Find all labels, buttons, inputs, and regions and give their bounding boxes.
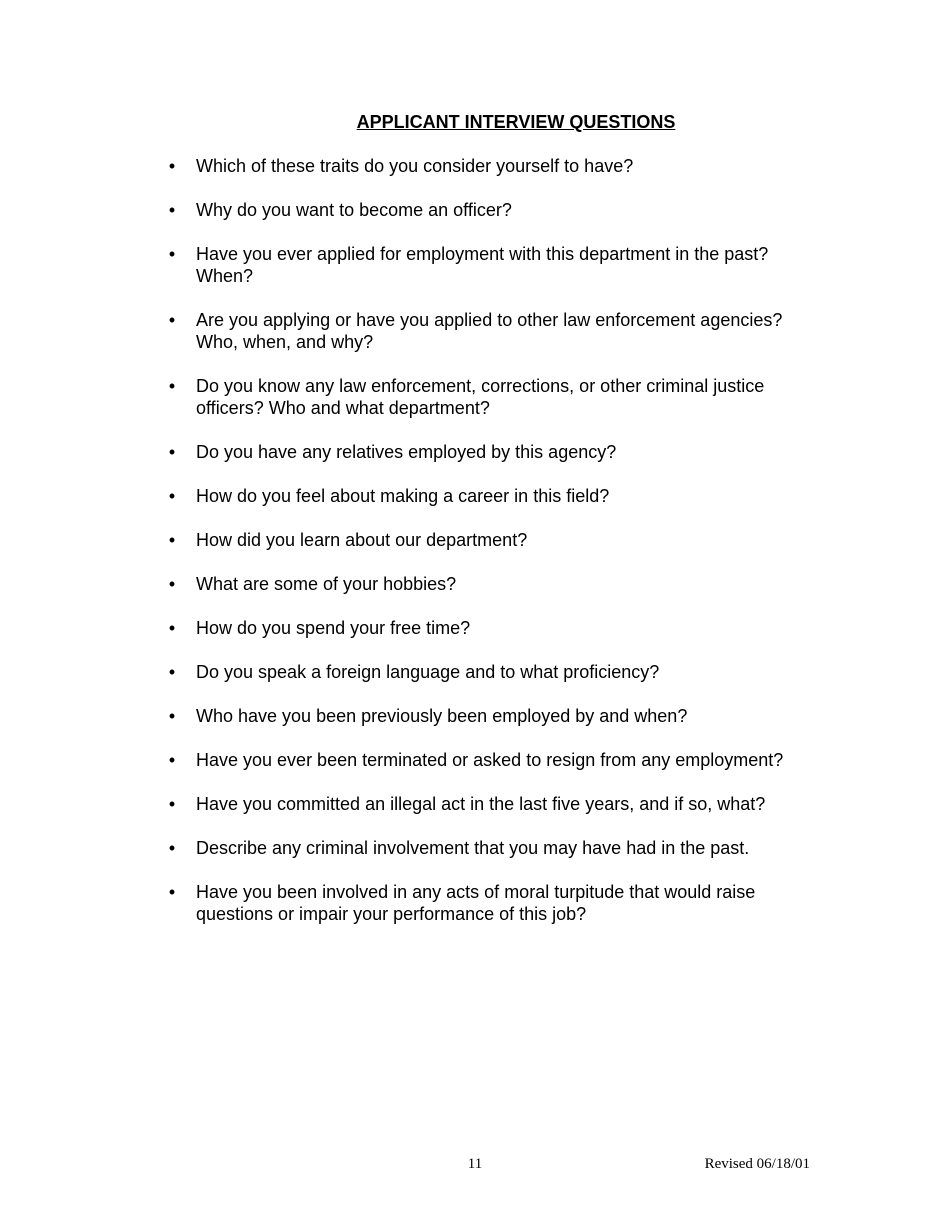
bullet-icon: • [168,200,176,220]
list-item [165,485,825,507]
bullet-icon: • [168,376,176,396]
bullet-icon: • [168,574,176,594]
list-item [165,617,825,639]
list-item [165,749,825,771]
bullet-icon: • [168,442,176,462]
page-title: APPLICANT INTERVIEW QUESTIONS [356,112,676,132]
question-text: Describe any criminal involvement that you may have had in the past. [196,838,750,858]
bullet-icon: • [168,530,176,550]
question-text: Are you applying or have you applied to other law enforcement agencies? Who, when, and why? [196,310,783,352]
list-item [165,529,825,551]
question-text: How do you feel about making a career in this field? [196,486,610,506]
bullet-icon: • [168,662,176,682]
list-item [165,793,825,815]
bullet-icon: • [168,794,176,814]
question-text: How do you spend your free time? [196,618,471,638]
bullet-icon: • [168,706,176,726]
question-text: Have you ever applied for employment with this department in the past? When? [196,244,769,286]
bullet-icon: • [168,244,176,264]
question-text: Who have you been previously been employed by and when? [196,706,688,726]
list-item [165,309,825,353]
list-item [165,155,825,177]
bullet-icon: • [168,750,176,770]
list-item [165,837,825,859]
question-list [165,155,825,947]
question-text: What are some of your hobbies? [196,574,457,594]
question-text: How did you learn about our department? [196,530,528,550]
list-item [165,881,825,925]
list-item [165,705,825,727]
revision-date: Revised 06/18/01 [704,1156,810,1172]
bullet-icon: • [168,838,176,858]
question-text: Do you speak a foreign language and to what proficiency? [196,662,660,682]
bullet-icon: • [168,156,176,176]
bullet-icon: • [168,882,176,902]
page-number: 11 [467,1156,483,1172]
question-text: Do you know any law enforcement, corrections, or other criminal justice officers? Who and what department? [196,376,765,418]
list-item [165,441,825,463]
bullet-icon: • [168,618,176,638]
list-item [165,199,825,221]
question-text: Have you been involved in any acts of moral turpitude that would raise questions or impair your performance of this job? [196,882,756,924]
list-item [165,573,825,595]
list-item [165,661,825,683]
list-item [165,375,825,419]
question-text: Have you committed an illegal act in the last five years, and if so, what? [196,794,766,814]
list-item [165,243,825,287]
bullet-icon: • [168,486,176,506]
question-text: Have you ever been terminated or asked to resign from any employment? [196,750,784,770]
question-text: Why do you want to become an officer? [196,200,512,220]
bullet-icon: • [168,310,176,330]
question-text: Which of these traits do you consider yourself to have? [196,156,634,176]
question-text: Do you have any relatives employed by this agency? [196,442,617,462]
